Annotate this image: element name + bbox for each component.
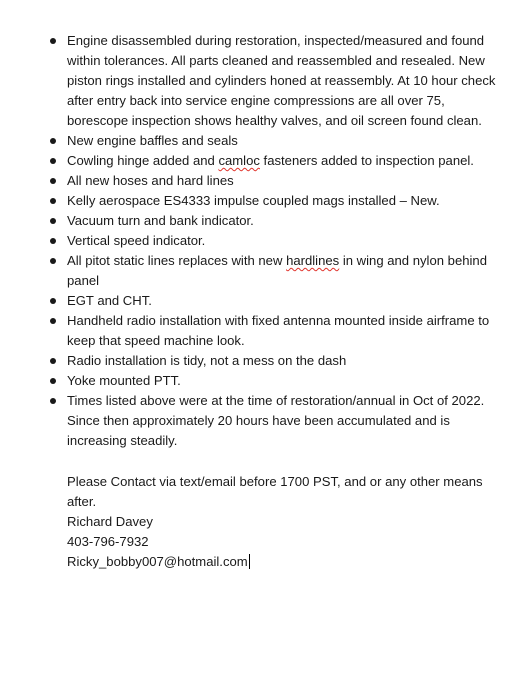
bullet-icon xyxy=(50,218,56,224)
bullet-item xyxy=(50,151,500,171)
contact-note: Please Contact via text/email before 1700 PST, and or any other means after. xyxy=(67,474,483,509)
bullet-text: All pitot static lines replaces with new xyxy=(67,253,287,268)
text-cursor xyxy=(249,554,250,569)
bullet-icon xyxy=(50,138,56,144)
bullet-icon xyxy=(50,258,56,264)
bullet-icon xyxy=(50,238,56,244)
bullet-text: All new hoses and hard lines xyxy=(67,173,234,188)
bullet-icon xyxy=(50,378,56,384)
bullet-item xyxy=(50,311,500,351)
bullet-text: Vertical speed indicator. xyxy=(67,233,206,248)
bullet-icon xyxy=(50,178,56,184)
spellcheck-word[interactable]: hardlines xyxy=(286,253,340,268)
bullet-icon xyxy=(50,298,56,304)
bullet-icon xyxy=(50,198,56,204)
bullet-text: Radio installation is tidy, not a mess on the dash xyxy=(67,353,347,368)
bullet-text: Engine disassembled during restoration, inspected/measured and found within tolerances. All parts cleaned and reassembled and resealed. New piston rings installed and cylinders honed at reassembly. At 10 hour check after entry back into service engine compressions are all over 75, borescope inspection shows healthy valves, and oil screen found clean. xyxy=(67,33,496,128)
bullet-icon xyxy=(50,38,56,44)
bullet-item xyxy=(50,211,500,231)
bullet-icon xyxy=(50,358,56,364)
contact-email-line[interactable] xyxy=(67,552,497,572)
bullet-text: Kelly aerospace ES4333 impulse coupled mags installed – New. xyxy=(67,193,440,208)
bullet-item xyxy=(50,251,500,291)
contact-name: Richard Davey xyxy=(67,514,153,529)
bullet-item xyxy=(50,131,500,151)
bullet-text: Cowling hinge added and xyxy=(67,153,219,168)
bullet-text: fasteners added to inspection panel. xyxy=(259,153,474,168)
bullet-icon xyxy=(50,398,56,404)
bullet-text: in wing and nylon behind panel xyxy=(67,253,487,288)
bullet-item xyxy=(50,171,500,191)
bullet-icon xyxy=(50,318,56,324)
bullet-item xyxy=(50,351,500,371)
bullet-icon xyxy=(50,158,56,164)
bullet-list xyxy=(50,31,500,451)
bullet-item xyxy=(50,191,500,211)
contact-block xyxy=(67,472,497,572)
bullet-text: EGT and CHT. xyxy=(67,293,152,308)
bullet-item xyxy=(50,31,500,131)
contact-phone: 403-796-7932 xyxy=(67,534,149,549)
bullet-text: Handheld radio installation with fixed antenna mounted inside airframe to keep that speed machine look. xyxy=(67,313,490,348)
bullet-item xyxy=(50,391,500,451)
bullet-text: New engine baffles and seals xyxy=(67,133,238,148)
bullet-item xyxy=(50,371,500,391)
bullet-text: Vacuum turn and bank indicator. xyxy=(67,213,254,228)
spellcheck-word[interactable]: camloc xyxy=(218,153,260,168)
bullet-item xyxy=(50,291,500,311)
bullet-text: Times listed above were at the time of restoration/annual in Oct of 2022. Since then approximately 20 hours have been accumulated and is increasing steadily. xyxy=(67,393,485,448)
bullet-item xyxy=(50,231,500,251)
bullet-text: Yoke mounted PTT. xyxy=(67,373,181,388)
contact-email[interactable]: Ricky_bobby007@hotmail.com xyxy=(67,554,248,569)
